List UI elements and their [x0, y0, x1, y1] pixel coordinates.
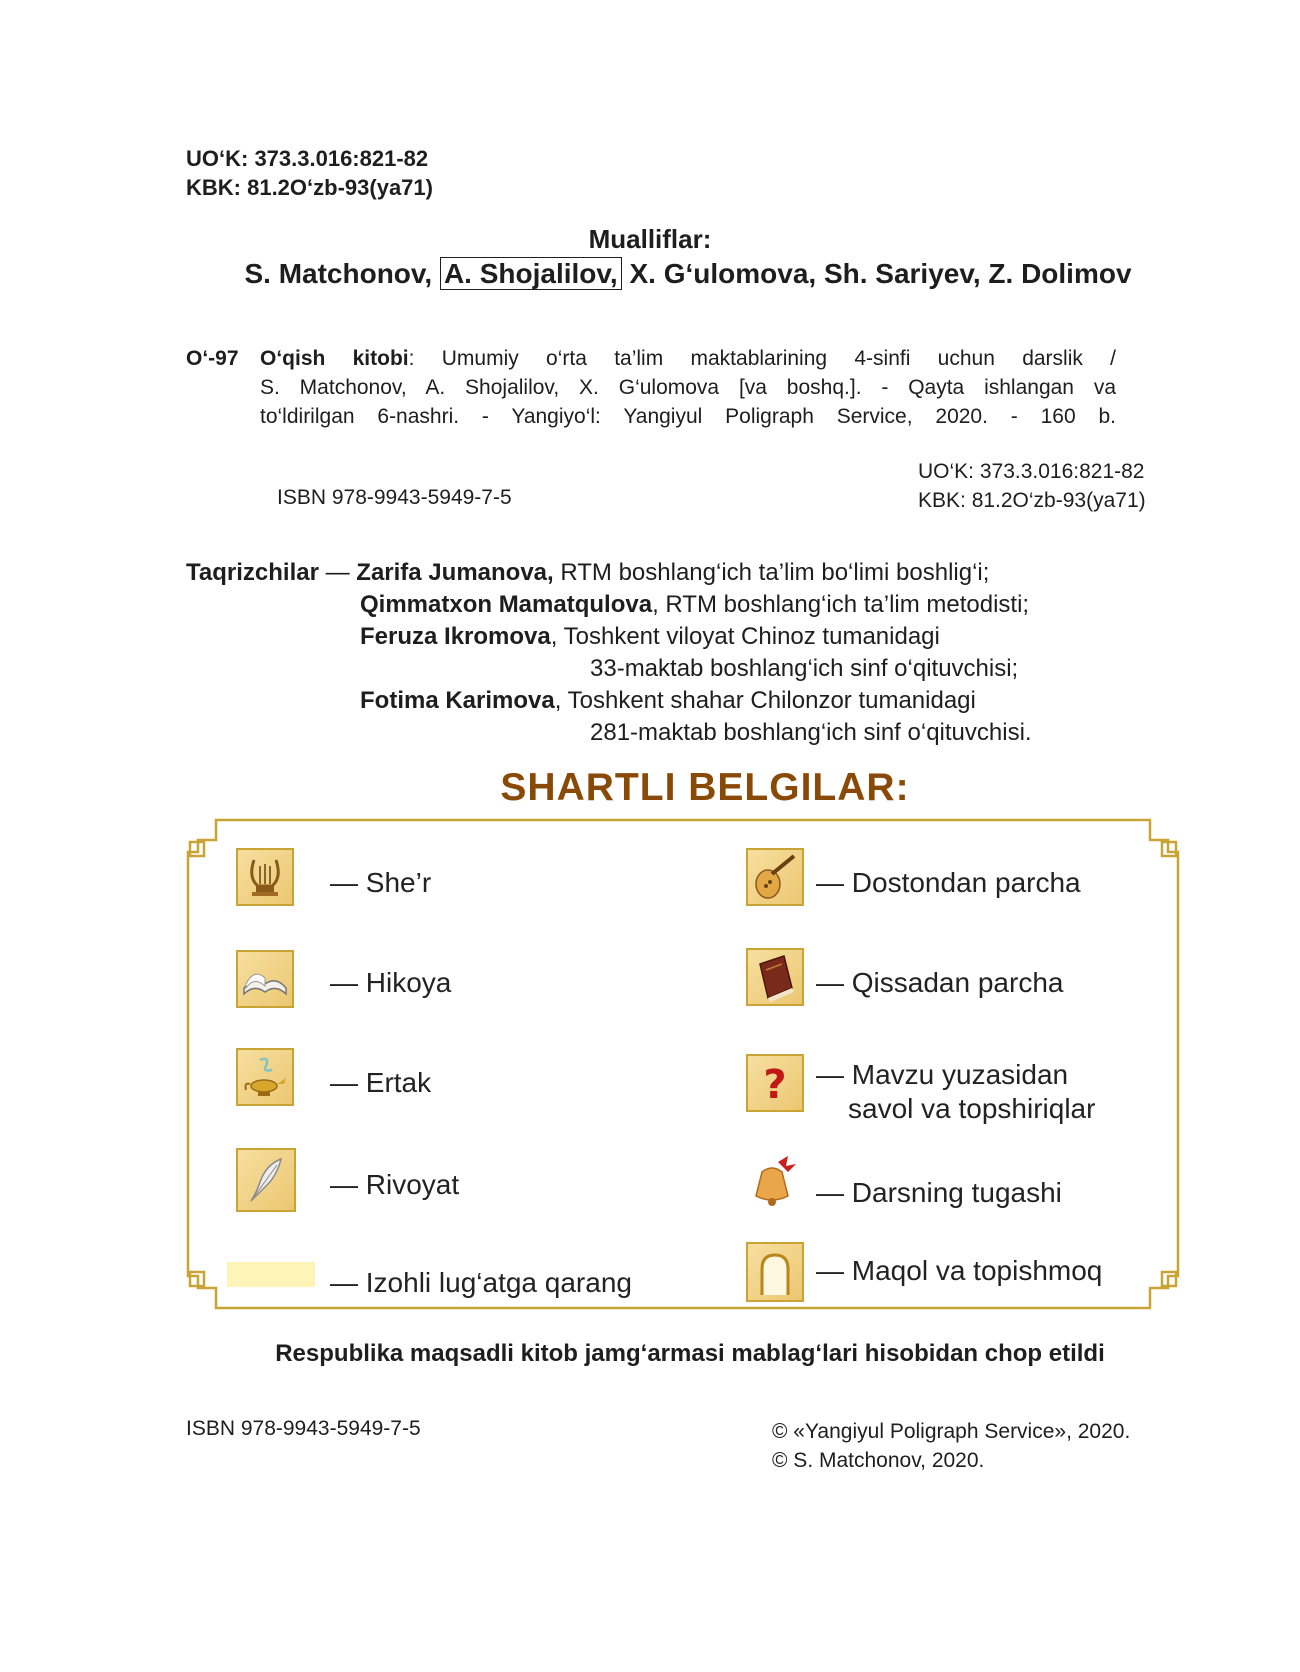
- biblio-line3: to‘ldirilgan 6-nashri. - Yangiyo‘l: Yangiyul Poligraph Service, 2020. - 160 b.: [260, 405, 1116, 428]
- kbk-code: KBK: 81.2O‘zb-93(ya71): [186, 175, 433, 200]
- legend-text-hikoya: — Hikoya: [330, 967, 452, 998]
- legend-text-mavzu-2: savol va topshiriqlar: [848, 1093, 1096, 1124]
- legend-title: SHARTLI BELGILAR:: [500, 766, 910, 809]
- legend-text-qissa: — Qissadan parcha: [816, 967, 1064, 998]
- bell-icon: [742, 1152, 806, 1216]
- isbn-middle: ISBN 978-9943-5949-7-5: [277, 486, 512, 509]
- legend-text-darsning: — Darsning tugashi: [816, 1177, 1062, 1208]
- reviewer-1: Taqrizchilar — Zarifa Jumanova, RTM boshlang‘ich ta’lim bo‘limi boshlig‘i;: [186, 559, 990, 586]
- dutar-icon: [746, 848, 804, 906]
- legend-text-sher: — She’r: [330, 867, 432, 898]
- arch-icon: [746, 1242, 804, 1302]
- legend-text-doston: — Dostondan parcha: [816, 867, 1081, 898]
- question-mark-icon: [746, 1054, 804, 1112]
- authors-list: [0, 258, 1300, 290]
- uok-code-right: UO‘K: 373.3.016:821-82: [918, 460, 1145, 483]
- author-1: S. Matchonov,: [244, 258, 433, 289]
- reviewer-role: , Toshkent shahar Chilonzor tumanidagi: [554, 687, 976, 714]
- uok-code: UO‘K: 373.3.016:821-82: [186, 146, 429, 171]
- isbn-bottom: ISBN 978-9943-5949-7-5: [186, 1417, 421, 1440]
- authors-heading: Mualliflar:: [588, 224, 712, 254]
- copyright-block: [772, 1417, 1130, 1475]
- feather-icon: [236, 1148, 296, 1212]
- biblio-line1: : Umumiy o‘rta ta’lim maktablarining 4-sinfi uchun darslik /: [408, 347, 1117, 370]
- classification-codes: [186, 144, 433, 202]
- lyre-icon: [236, 848, 294, 906]
- magic-lamp-icon: [236, 1048, 294, 1106]
- reviewer-4-role-cont: 281-maktab boshlang‘ich sinf o‘qituvchisi.: [590, 719, 1032, 746]
- funding-note: Respublika maqsadli kitob jamg‘armasi mablag‘lari hisobidan chop etildi: [275, 1340, 1105, 1367]
- reviewer-name: Fotima Karimova: [360, 687, 555, 714]
- legend-text-ertak: — Ertak: [330, 1067, 432, 1098]
- legend-text-mavzu: — Mavzu yuzasidan: [816, 1059, 1069, 1090]
- reviewer-role: , RTM boshlang‘ich ta’lim metodisti;: [652, 591, 1030, 618]
- copyright-publisher: © «Yangiyul Poligraph Service», 2020.: [772, 1420, 1131, 1443]
- reviewer-name: Zarifa Jumanova,: [356, 559, 554, 586]
- open-book-icon: [236, 950, 294, 1008]
- book-title: O‘qish kitobi: [260, 347, 409, 370]
- reviewer-2: [186, 589, 1032, 621]
- svg-text:?: ?: [763, 1062, 787, 1108]
- reviewer-name: Feruza Ikromova: [360, 623, 551, 650]
- classification-codes-right: [918, 457, 1146, 515]
- reviewer-3: [186, 621, 1032, 653]
- author-rest: X. G‘ulomova, Sh. Sariyev, Z. Dolimov: [629, 258, 1132, 289]
- legend-text-rivoyat: — Rivoyat: [330, 1169, 460, 1200]
- catalog-code: O‘-97: [186, 347, 239, 370]
- reviewer-4: [186, 685, 1032, 717]
- author-2-boxed: A. Shojalilov,: [440, 257, 622, 290]
- legend-text-izohli: — Izohli lug‘atga qarang: [330, 1267, 632, 1298]
- reviewers-label: Taqrizchilar: [186, 559, 319, 586]
- legend-text-maqol: — Maqol va topishmoq: [816, 1255, 1103, 1286]
- reviewers-block: [186, 557, 1032, 749]
- reviewer-role: , Toshkent viloyat Chinoz tumanidagi: [550, 623, 940, 650]
- reviewer-3-role-cont: 33-maktab boshlang‘ich sinf o‘qituvchisi;: [590, 655, 1019, 682]
- highlight-swatch: [227, 1262, 315, 1287]
- copyright-author: © S. Matchonov, 2020.: [772, 1449, 985, 1472]
- bibliographic-record: [186, 344, 1116, 431]
- reviewer-role: RTM boshlang‘ich ta’lim bo‘limi boshlig‘i;: [553, 559, 990, 586]
- kbk-code-right: KBK: 81.2O‘zb-93(ya71): [918, 489, 1146, 512]
- biblio-line2: S. Matchonov, A. Shojalilov, X. G‘ulomova [va boshq.]. - Qayta ishlangan va: [260, 376, 1116, 399]
- reviewer-name: Qimmatxon Mamatqulova: [360, 591, 653, 618]
- closed-book-icon: [746, 948, 804, 1006]
